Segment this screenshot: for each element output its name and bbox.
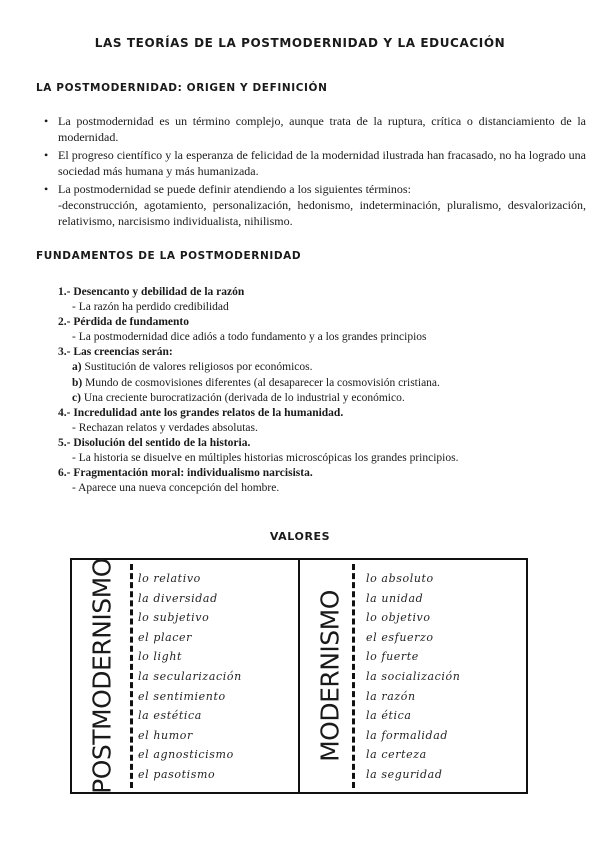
section-heading-fundamentos: FUNDAMENTOS DE LA POSTMODERNIDAD [36,250,302,262]
valores-table [70,558,528,794]
modernismo-label-cell [302,560,358,792]
value-item: el sentimiento [138,689,226,703]
bullet-text: El progreso científico y la esperanza de felicidad de la modernidad ilustrada han fracasado, no ha logrado una sociedad más humana y más humanizada. [58,148,586,178]
dashed-separator [352,564,355,788]
value-item: lo objetivo [366,611,431,625]
bullet-text: La postmodernidad se puede definir atendiendo a los siguientes términos: [58,182,411,196]
value-item: lo light [138,650,183,664]
fundamento-detail: - La postmodernidad dice adiós a todo fundamento y a los grandes principios [72,331,427,344]
value-item: la socialización [366,669,461,683]
fundamento-detail: - Aparece una nueva concepción del hombre. [72,482,280,495]
value-item: la estética [138,709,202,723]
bullet-item [58,147,586,179]
fundamento-detail: b) Mundo de cosmovisiones diferentes (al desaparecer la cosmovisión cristiana. [72,376,440,389]
fundamentos-list [58,285,558,496]
fundamento-title: 1.- Desencanto y debilidad de la razón [58,286,245,298]
postmodernismo-label: POSTMODERNISMO [87,558,117,794]
value-item: la unidad [366,591,424,605]
item-marker: b) [72,376,83,389]
value-item: la ética [366,709,412,723]
fundamento-detail: a) Sustitución de valores religiosos por económicos. [72,361,313,374]
value-item: la razón [366,689,416,703]
fundamento-title: 3.- Las creencias serán: [58,346,173,359]
value-item: la formalidad [366,728,448,742]
value-item: la seguridad [366,767,443,781]
value-item: lo relativo [138,572,201,585]
modernismo-values [366,569,460,785]
fundamento-title: 4.- Incredulidad ante los grandes relatos de la humanidad. [58,406,344,419]
terms-list: -deconstrucción, agotamiento, personalización, hedonismo, indeterminación, pluralismo, desvalorización, relativismo, narcisismo individualista, nihilismo. [58,198,586,228]
section-heading-origen: LA POSTMODERNIDAD: ORIGEN Y DEFINICIÓN [36,82,328,94]
postmodernismo-label-cell [74,560,130,792]
page-title: LAS TEORÍAS DE LA POSTMODERNIDAD Y LA EDUCACIÓN [94,36,506,50]
postmodernismo-panel [72,560,298,792]
postmodernismo-values [138,569,242,785]
value-item: lo subjetivo [138,611,210,625]
modernismo-label: MODERNISMO [315,590,345,762]
value-item: la certeza [366,748,427,762]
value-item: la diversidad [138,591,218,605]
fundamento-title: 5.- Disolución del sentido de la historia. [58,436,251,449]
value-item: el humor [138,728,193,742]
fundamento-detail: - La historia se disuelve en múltiples historias microscópicas los grandes principios. [72,452,459,465]
valores-heading: VALORES [269,530,331,543]
value-item: el esfuerzo [366,630,434,644]
item-marker: c) [72,391,81,404]
fundamento-title: 2.- Pérdida de fundamento [58,316,189,329]
fundamento-detail: - Rechazan relatos y verdades absolutas. [72,421,258,434]
bullet-item [58,113,586,145]
bullet-text: La postmodernidad es un término complejo, aunque trata de la ruptura, crítica o distanciamiento de la modernidad. [58,114,586,144]
value-item: lo absoluto [366,572,434,585]
fundamento-title: 6.- Fragmentación moral: individualismo narcisista. [58,467,313,480]
value-item: la secularización [138,669,242,683]
item-marker: a) [72,361,82,374]
fundamento-detail: c) Una creciente burocratización (derivada de lo industrial y económico. [72,391,405,404]
dashed-separator [130,564,133,788]
value-item: el pasotismo [138,767,216,781]
modernismo-panel [300,560,526,792]
value-item: lo fuerte [366,650,419,664]
origen-bullet-list [40,113,586,231]
bullet-item [58,181,586,229]
value-item: el agnosticismo [138,748,234,762]
fundamento-detail: - La razón ha perdido credibilidad [72,301,229,314]
value-item: el placer [138,630,192,644]
